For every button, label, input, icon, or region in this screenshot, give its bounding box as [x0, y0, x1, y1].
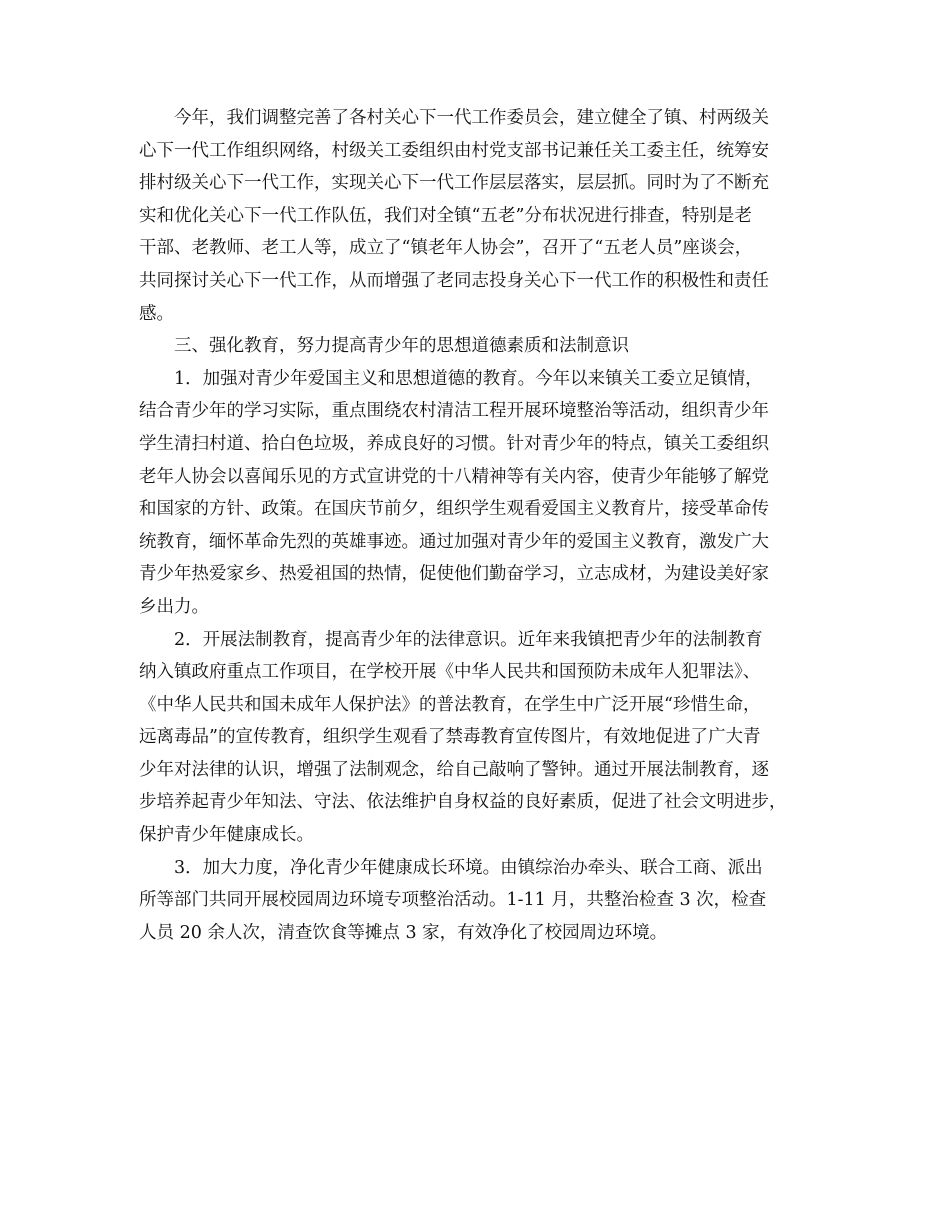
- text-line: 少年对法律的认识，增强了法制观念，给自己敲响了警钟。通过开展法制教育，逐: [139, 759, 769, 780]
- text-line: 乡出力。: [139, 596, 209, 617]
- paragraph-legal-education: [139, 624, 829, 852]
- text-line: 学生清扫村道、拾白色垃圾，养成良好的习惯。针对青少年的特点，镇关工委组织: [139, 433, 769, 454]
- text-line: 2．开展法制教育，提高青少年的法律意识。近年来我镇把青少年的法制教育: [174, 629, 763, 650]
- text-line: 远离毒品”的宣传教育，组织学生观看了禁毒教育宣传图片，有效地促进了广大青: [139, 727, 761, 748]
- text-line: 心下一代工作组织网络，村级关工委组织由村党支部书记兼任关工委主任，统筹安: [139, 140, 769, 161]
- text-line: 排村级关心下一代工作，实现关心下一代工作层层落实，层层抓。同时为了不断充: [139, 173, 769, 194]
- text-line: 人员 20 余人次，清查饮食等摊点 3 家，有效净化了校园周边环境。: [139, 922, 668, 943]
- paragraph-environment-cleanup: [139, 852, 829, 950]
- text-line: 结合青少年的学习实际，重点围绕农村清洁工程开展环境整治等活动，组织青少年: [139, 401, 769, 422]
- paragraph-committee-organization: [139, 102, 829, 330]
- text-line: 1．加强对青少年爱国主义和思想道德的教育。今年以来镇关工委立足镇情，: [174, 368, 763, 389]
- text-line: 步培养起青少年知法、守法、依法维护自身权益的良好素质，促进了社会文明进步，: [139, 792, 787, 813]
- text-line: 保护青少年健康成长。: [139, 825, 314, 846]
- text-line: 感。: [139, 303, 174, 324]
- text-line: 实和优化关心下一代工作队伍，我们对全镇“五老”分布状况进行排查，特别是老: [139, 205, 752, 226]
- text-line: 青少年热爱家乡、热爱祖国的热情，促使他们勤奋学习，立志成材，为建设美好家: [139, 564, 769, 585]
- text-line: 干部、老教师、老工人等，成立了“镇老年人协会”，召开了“五老人员”座谈会，: [139, 238, 753, 259]
- section-heading: 三、强化教育，努力提高青少年的思想道德素质和法制意识: [174, 336, 629, 357]
- text-line: 统教育，缅怀革命先烈的英雄事迹。通过加强对青少年的爱国主义教育，激发广大: [139, 531, 769, 552]
- text-line: 3．加大力度，净化青少年健康成长环境。由镇综治办牵头、联合工商、派出: [174, 857, 763, 878]
- text-line: 所等部门共同开展校园周边环境专项整治活动。1-11 月，共整治检查 3 次，检查: [139, 890, 767, 911]
- text-line: 《中华人民共和国未成年人保护法》的普法教育，在学生中广泛开展“珍惜生命，: [139, 694, 761, 715]
- text-line: 和国家的方针、政策。在国庆节前夕，组织学生观看爱国主义教育片，接受革命传: [139, 499, 769, 520]
- document-body: [139, 102, 829, 949]
- text-line: 老年人协会以喜闻乐见的方式宣讲党的十八精神等有关内容，使青少年能够了解党: [139, 466, 769, 487]
- text-line: 今年，我们调整完善了各村关心下一代工作委员会，建立健全了镇、村两级关: [174, 108, 769, 128]
- paragraph-patriotic-education: [139, 363, 829, 624]
- text-line: 纳入镇政府重点工作项目，在学校开展《中华人民共和国预防未成年人犯罪法》、: [139, 662, 761, 683]
- text-line: 共同探讨关心下一代工作，从而增强了老同志投身关心下一代工作的积极性和责任: [139, 270, 769, 291]
